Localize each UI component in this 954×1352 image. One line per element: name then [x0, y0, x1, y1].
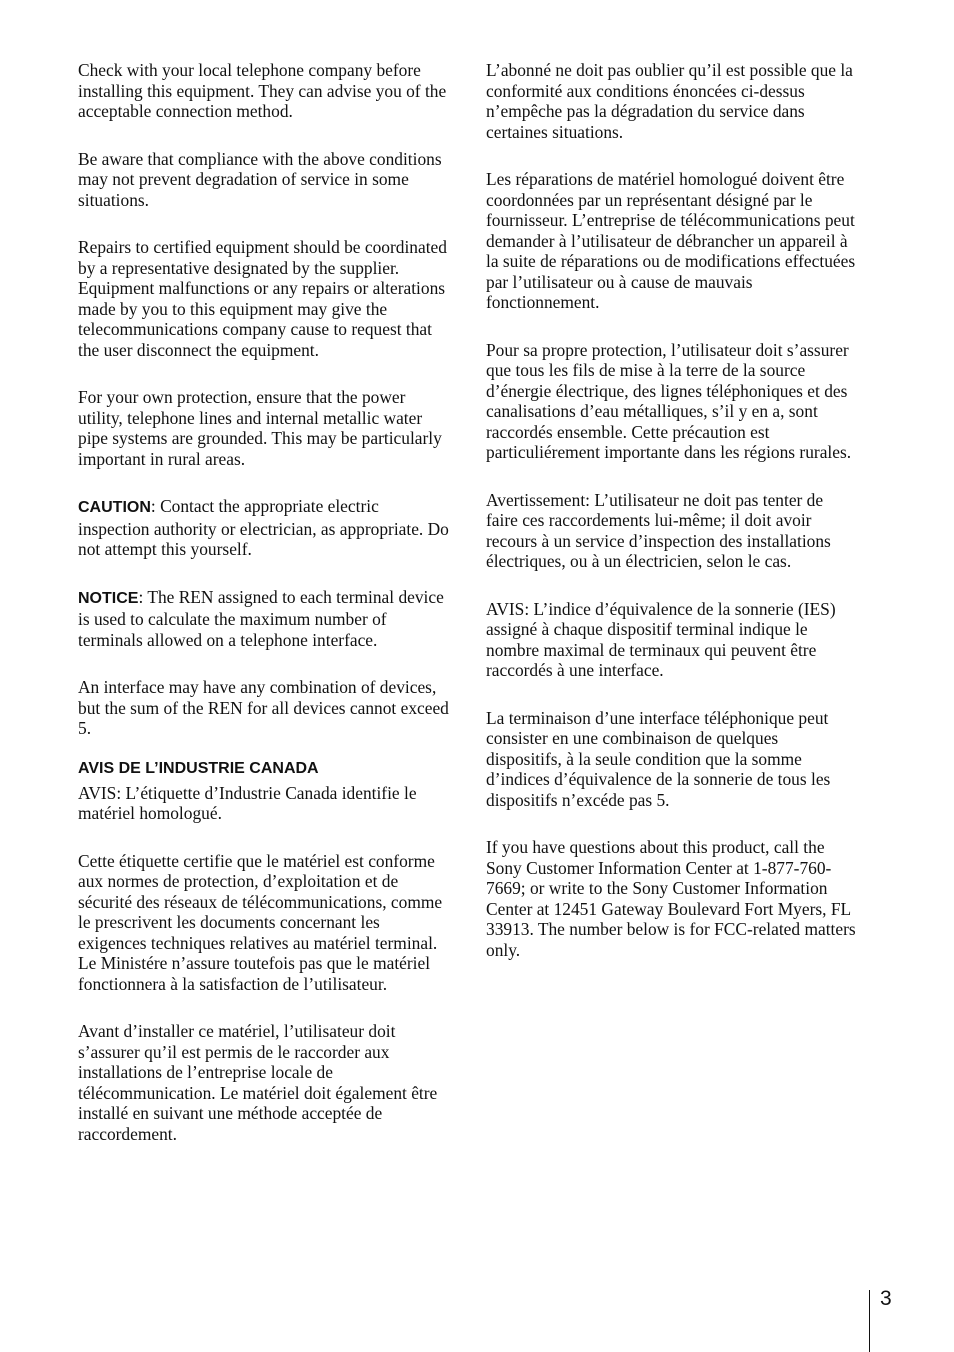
notice-label: NOTICE — [78, 589, 139, 607]
caution-text: : Contact the appropriate electric inspection authority or electrician, as appropriate. Do not attempt this yourself. — [78, 496, 449, 559]
paragraph-installation: Avant d’installer ce matériel, l’utilisateur doit s’assurer qu’il est permis de le raccorder aux installations de l’entreprise locale de télécommunication. Le matériel doit également être installé en suivant une méthode acceptée de raccordement. — [78, 1021, 438, 1144]
paragraph-repairs: Repairs to certified equipment should be coordinated by a representative designated by the supplier. Equipment malfunctions or any repairs or alterations made by you to this equipment may give the telecommunications company cause to request that the user disconnect the equipment. — [78, 237, 447, 360]
paragraph-interface-ren: An interface may have any combination of devices, but the sum of the REN for all devices cannot exceed 5. — [78, 677, 449, 738]
paragraph-compliance-degradation: Be aware that compliance with the above conditions may not prevent degradation of service in some situations. — [78, 148, 442, 210]
paragraph-sony-contact: If you have questions about this product, call the Sony Customer Information Center at 1-877-760-7669; or write to the Sony Customer Information Center at 12451 Gateway Boulevard Fort Myers, FL 33913. The number below is for FCC-related matters only. — [486, 837, 856, 960]
paragraph-abonne: L’abonné ne doit pas oublier qu’il est possible que la conformité aux conditions énoncées ci-dessus n’empêche pas la dégradation du service dans certaines situations. — [486, 60, 853, 142]
paragraph-notice — [78, 587, 450, 651]
paragraph-avis-ies: AVIS: L’indice d’équivalence de la sonnerie (IES) assigné à chaque dispositif terminal indique le nombre maximal de terminaux qui peuvent être raccordés à une interface. — [486, 598, 836, 680]
paragraph-certification: Cette étiquette certifie que le matériel est conforme aux normes de protection, d’exploitation et de sécurité des réseaux de télécommunications, comme le prescrivent les documents concernant les exigences techniques relatives au matériel terminal. Le Ministére n’assure toutefois pas que le matériel fonctionnera à la satisfaction de l’utilisateur. — [78, 850, 443, 994]
right-column — [486, 60, 858, 987]
paragraph-grounding: For your own protection, ensure that the power utility, telephone lines and internal metallic water pipe systems are grounded. This may be particularly important in rural areas. — [78, 387, 442, 469]
left-column — [78, 60, 450, 1171]
caution-label: CAUTION — [78, 499, 151, 516]
paragraph-protection: Pour sa propre protection, l’utilisateur doit s’assurer que tous les fils de mise à la terre de la source d’énergie électrique, des lignes téléphoniques et des canalisations d’eau métalliques, s’il y en a, sont raccordés ensemble. Cette précaution est particuliérement importante dans les régions rurales. — [486, 339, 852, 462]
section-heading-industrie-canada: AVIS DE L’INDUSTRIE CANADA — [78, 759, 319, 777]
page-number: 3 — [880, 1287, 892, 1310]
paragraph-avertissement: Avertissement: L’utilisateur ne doit pas tenter de faire ces raccordements lui-même; il doit avoir recours à un service d’inspection des installations électriques, ou à un électricien, selon le cas. — [486, 489, 831, 571]
notice-text: : The REN assigned to each terminal device is used to calculate the maximum number of terminals allowed on a telephone interface. — [78, 586, 444, 650]
paragraph-terminaison: La terminaison d’une interface téléphonique peut consister en une combinaison de quelques dispositifs, à la seule condition que la somme d’indices d’équivalence de la sonnerie de tous les dispositifs n’excéde pas 5. — [486, 707, 831, 810]
page-number-rule — [869, 1290, 870, 1352]
paragraph-avis-etiquette: AVIS: L’étiquette d’Industrie Canada identifie le matériel homologué. — [78, 782, 417, 823]
paragraph-caution — [78, 496, 450, 560]
paragraph-reparations: Les réparations de matériel homologué doivent être coordonnées par un représentant désigné par le fournisseur. L’entreprise de télécommunications peut demander à l’utilisateur de débrancher un appareil à la suite de réparations ou de modifications effectuées par l’utilisateur ou à cause de mauvais fonctionnement. — [486, 169, 856, 312]
paragraph-telephone-company: Check with your local telephone company before installing this equipment. They can advise you of the acceptable connection method. — [78, 60, 447, 121]
